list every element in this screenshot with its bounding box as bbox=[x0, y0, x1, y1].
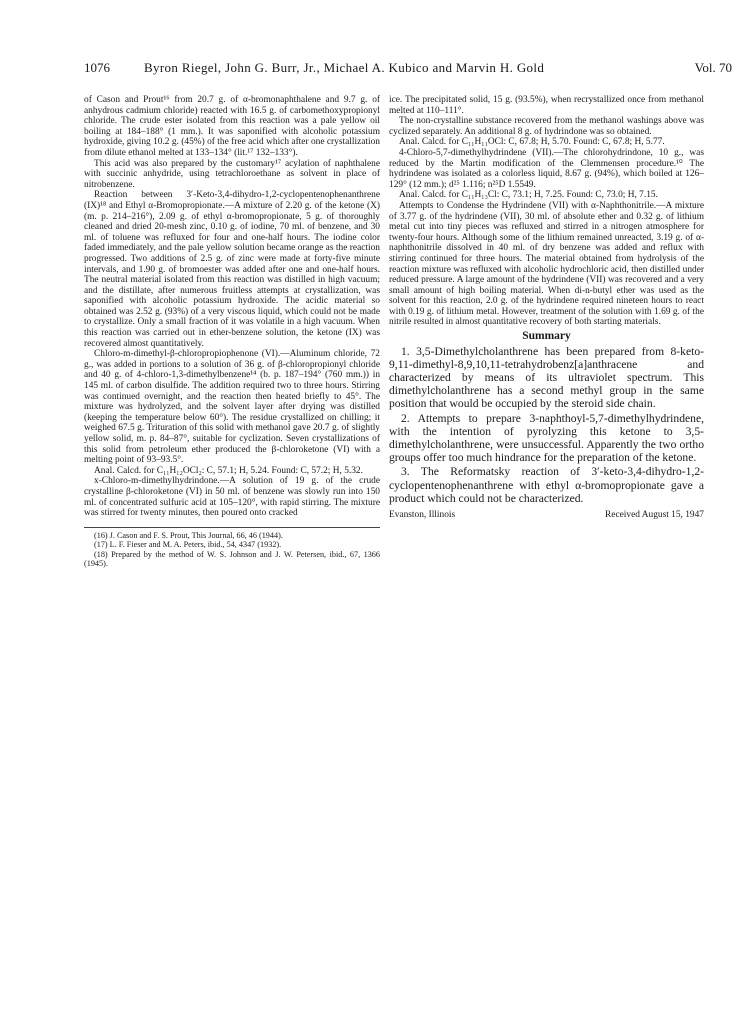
footnote: (16) J. Cason and F. S. Prout, This Journal, 66, 46 (1944). bbox=[94, 530, 283, 540]
paragraph: This acid was also prepared by the customary¹⁷ acylation of naphthalene with succinic anhydride, using tetrachloroethane as solvent in place of nitrobenzene. bbox=[84, 158, 380, 190]
page-number: 1076 bbox=[84, 60, 110, 75]
paragraph: Reaction between 3′-Keto-3,4-dihydro-1,2-cyclopentenophenanthrene (IX)¹⁸ and Ethyl α-Bromopropionate.—A mixture of 2.20 g. of the ketone (X) (m. p. 214–216°), 2.09 g. of ethyl α-bromopropionate, 5 g. of thoroughly cleaned and dried 20-mesh zinc, 0.10 g. of iodine, 70 ml. of benzene, and 30 ml. of toluene was refluxed for four and one-half hours. The iodine color faded immediately, and the pale yellow solution became orange as the reaction progressed. Two additions of 2.5 g. of zinc were made at forty-five minute intervals, and 1.90 g. of bromoester was added after one and one-half hours. The neutral material isolated from this reaction was distilled in high vacuum; and the distillate, after numerous fruitless attempts at crystallization, was saponified with alcoholic potassium hydroxide. The acidic material so obtained was 2.52 g. (93%) of a very viscous liquid, which could not be made to crystallize. Only a small fraction of it was volatile in a high vacuum. When this reaction was carried out in ether-benzene solution, the ketone (IX) was recovered almost quantitatively. bbox=[84, 190, 380, 349]
footnote: (17) L. F. Fieser and M. A. Peters, ibid., 54, 4347 (1932). bbox=[94, 540, 282, 550]
article-footer bbox=[389, 510, 704, 521]
summary-heading: Summary bbox=[522, 330, 571, 343]
received-date: Received August 15, 1947 bbox=[605, 510, 704, 521]
paragraph: of Cason and Prout¹⁶ from 20.7 g. of α-bromonaphthalene and 9.7 g. of anhydrous cadmium chloride) reacted with 16.5 g. of carbomethoxypropionyl chloride. The crude ester isolated from this reaction was a pale yellow oil boiling at 184–188° (1 mm.). It was saponified with alcoholic potassium hydroxide, giving 10.2 g. (45%) of the free acid which after one crystallization from dilute ethanol melted at 133–134° (lit.¹⁷ 132–133°). bbox=[84, 95, 380, 158]
paragraph: x-Chloro-m-dimethylhydrindone.—A solution of 19 g. of the crude crystalline β-chloroketone (VI) in 50 ml. of benzene was slowly run into 150 ml. of concentrated sulfuric acid at 105–120°, with rapid stirring. The mixture was stirred for twenty minutes, then poured onto cracked bbox=[84, 476, 380, 519]
paragraph: Chloro-m-dimethyl-β-chloropropiophenone (VI).—Aluminum chloride, 72 g., was added in portions to a solution of 36 g. of β-chloropropionyl chloride and 40 g. of 4-chloro-1,3-dimethylbenzene¹⁴ (b. p. 187–194° (760 mm.)) in 145 ml. of carbon disulfide. The addition required two to three hours. Stirring was continued overnight, and the reaction then heated briefly to 45°. The mixture was hydrolyzed, and the solvent layer after drying was distilled (keeping the temperature below 60°). The residue crystallized on chilling; it weighed 67.5 g. Trituration of this solid with methanol gave 20.7 g. of slightly yellow solid, m. p. 84–87°, suitable for cyclization. Seven crystallizations of this solid from petroleum ether produced the β-chloroketone (VI) with a melting point of 93–93.5°. bbox=[84, 349, 380, 466]
summary-item: 1. 3,5-Dimethylcholanthrene has been prepared from 8-keto-9,11-dimethyl-8,9,10,11-tetrahydrobenz[a]anthracene and characterized by means of its ultraviolet spectrum. This dimethylcholanthrene has a second methyl group in the same position that would be occupied by the steroid side chain. bbox=[389, 344, 704, 411]
running-authors: Byron Riegel, John G. Burr, Jr., Michael A. Kubico and Marvin H. Gold bbox=[144, 60, 545, 75]
summary-item: 3. The Reformatsky reaction of 3′-keto-3,4-dihydro-1,2-cyclopentenophenanthrene with ethyl α-bromopropionate gave a product which could not be characterized. bbox=[389, 465, 704, 505]
paragraph: The non-crystalline substance recovered from the methanol washings above was cyclized separately. An additional 8 g. of hydrindone was so obtained. bbox=[389, 116, 704, 137]
left-column bbox=[84, 95, 380, 568]
footnote: (18) Prepared by the method of W. S. Johnson and J. W. Petersen, ibid., 67, 1366 (1945). bbox=[84, 549, 380, 568]
right-column bbox=[389, 95, 704, 521]
paragraph: 4-Chloro-5,7-dimethylhydrindene (VII).—The chlorohydrindone, 10 g., was reduced by the Martin modification of the Clemmensen procedure.¹⁰ The hydrindene was isolated as a colorless liquid, 8.67 g. (94%), which boiled at 126–129° (12 mm.); d²⁵ 1.116; n²⁵D 1.5549. bbox=[389, 147, 704, 190]
volume-label: Vol. 70 bbox=[694, 60, 732, 75]
analysis-line: Anal. Calcd. for C₁₁H₁₂OCl₂: C, 57.1; H, 5.24. Found: C, 57.2; H, 5.32. bbox=[94, 465, 363, 476]
footnotes bbox=[84, 527, 380, 569]
page-header bbox=[84, 60, 732, 78]
paragraph: ice. The precipitated solid, 15 g. (93.5%), when recrystallized once from methanol melted at 110–111°. bbox=[389, 95, 704, 116]
analysis-line: Anal. Calcd. for C₁₁H₁₃Cl: C, 73.1; H, 7.25. Found: C, 73.0; H, 7.15. bbox=[399, 190, 658, 201]
analysis-line: Anal. Calcd. for C₁₁H₁₁OCl: C, 67.8; H, 5.70. Found: C, 67.8; H, 5.77. bbox=[399, 137, 665, 148]
paragraph: Attempts to Condense the Hydrindene (VII) with α-Naphthonitrile.—A mixture of 3.77 g. of the hydrindene (VII), 30 ml. of absolute ether and 0.32 g. of lithium metal cut into tiny pieces was refluxed and stirred in a nitrogen atmosphere for twenty-four hours. Although some of the lithium remained unreacted, 3.19 g. of α-naphthonitrile dissolved in 40 ml. of dry benzene was added and reflux with stirring continued for three hours. The material obtained from hydrolysis of the reaction mixture was refluxed with alcoholic hydrochloric acid, then distilled under reduced pressure. A large amount of the hydrindene (VII) was recovered and a very small amount of high boiling material. When di-n-butyl ether was used as the solvent for this reaction, 2.0 g. of the hydrindene required nineteen hours to react with 0.19 g. of lithium metal. However, treatment of the solution with 1.69 g. of the nitrile resulted in almost quantitative recovery of both starting materials. bbox=[389, 200, 704, 328]
summary-item: 2. Attempts to prepare 3-naphthoyl-5,7-dimethylhydrindene, with the intention of pyrolyzing this ketone to 3,5-dimethylcholanthrene, were unsuccessful. Apparently the two ortho groups offer too much hindrance for the preparation of the ketone. bbox=[389, 411, 704, 465]
place-line: Evanston, Illinois bbox=[389, 510, 456, 521]
